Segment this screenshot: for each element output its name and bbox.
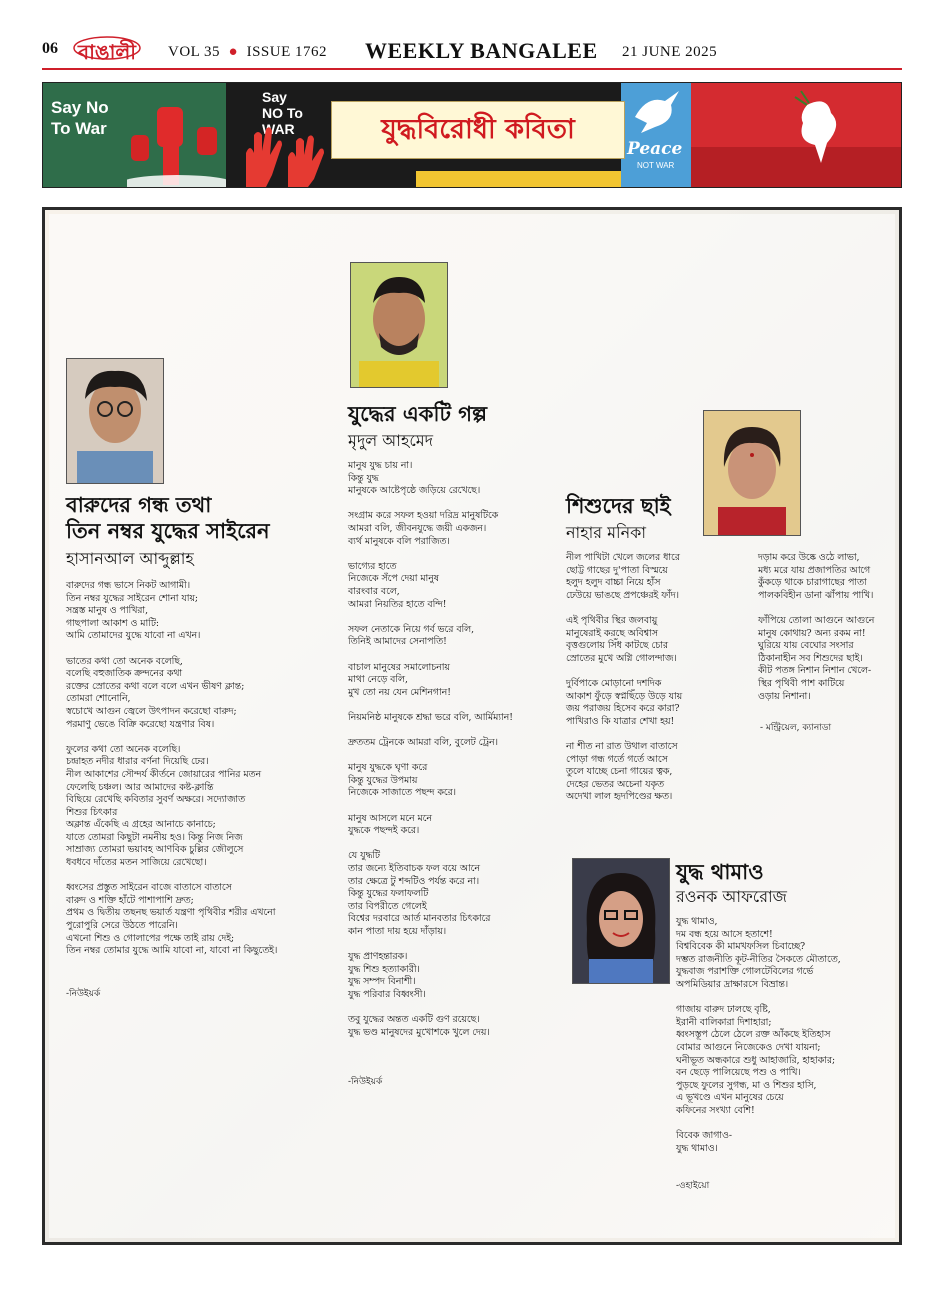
poem-author-1: হাসানআল আব্দুল্লাহ [66,549,194,568]
red-hands-icon [236,123,326,187]
newspaper-logo [70,34,144,68]
volume: VOL 35 [168,44,221,60]
issue: ISSUE 1762 [246,44,328,60]
banner-say-no-text: Say No To War [51,98,109,138]
dove-icon [631,87,683,137]
newspaper-title: WEEKLY BANGALEE [365,38,598,63]
poem-author-2: মৃদুল আহমেদ [348,431,434,450]
poem-sign-3: - মন্ট্রিয়েল, ক্যানাডা [760,723,832,733]
poet-photo-nahar [703,410,801,536]
not-war-text: NOT WAR [637,161,675,170]
poem-body-4: যুদ্ধ থামাও, দম বন্ধ হয়ে আসে হতাশে! বিশ্ববিবেক কী মামখফসিল চিবাচ্ছে? দম্ভত রাজনীতি কূট-নীতির সৈকতে মৌতাতে, যুদ্ধবাজ পরাশক্তি গোলটেবিলের গর্ভে অপমিডিয়ার দ্রাক্ষারসে বিভ্রান্ত। গাজায় বারুদ ঢালছে বৃষ্টি, ইরানী বালিকারা দিশাহারা; ধ্বংসস্তূপ ঠেলে ঠেলে রক্ত আঁকছে ইতিহাস বোমার আগুনে নিজেকেও দেখা যায়না; ঘনীভূত অন্ধকারে শুধু আহাজারি, হাহাকার; বন ছেড়ে পালিয়েছে পশু ও পাখি। পুড়ছে ফুলের সুগন্ধ, মা ও শিশুর হাসি, এ ভূখণ্ডে এখন মানুষের চেয়ে কফিনের সংখ্যা বেশি! বিবেক জাগাও- যুদ্ধ থামাও। [676,916,841,1154]
poet-photo-hasanal [66,358,164,484]
poem-title-3: শিশুদের ছাই [566,493,671,518]
poem-title-4: যুদ্ধ থামাও [676,859,764,884]
poem-title-1: বারুদের গন্ধ তথা তিন নম্বর যুদ্ধের সাইরেন [66,492,270,543]
issue-date: 21 JUNE 2025 [622,44,718,60]
poet-photo-mridul [350,262,448,388]
say-no-to-war-text: Say NO To WAR [262,89,303,137]
white-dove-icon [787,85,847,165]
raised-fists-icon [127,87,227,187]
section-banner [42,82,902,188]
header-rule [42,68,902,70]
poem-body-3-col2: দড়াম করে উষ্কে ওঠে লাভা, মধ্য মরে যায় প্রজাপতির আগে কুঁকড়ে থাকে চারাগাছের পাতা পালকবিহীন ডানা ঝাঁপায় পাখি। ফাঁপিয়ে তোলা আগুনে আগুনে মানুষ কোথায়? অন্য রকম না! ঘুরিয়ে যায় বেঘোর সংসার ঠিকানাহীন সব শিশুদের ছাই। কীট পতঙ্গ নিশান নিশান খেলে- স্থির পৃথিবী পাশ কাটিয়ে ওড়ায় নিশানা। [758,552,875,702]
poem-body-2: মানুষ যুদ্ধ চায় না। কিন্তু যুদ্ধ মানুষকে আষ্টেপৃষ্ঠে জড়িয়ে রেখেছে। সংগ্রাম করে সফল হওয়া দরিদ্র মানুষটিকে আমরা বলি, জীবনযুদ্ধে জয়ী একজন। ব্যর্থ মানুষকে বলি পরাজিত। ভাগ্যের হাতে নিজেকে সঁপে দেয়া মানুষ বারংবার বলে, আমরা নিয়তির হাতে বন্দি! সফল নেতাকে নিয়ে গর্ব ভরে বলি, তিনিই আমাদের সেনাপতি! বাচাল মানুষের সমালোচনায় মাথা নেড়ে বলি, মুখ তো নয় যেন মেশিনগান! নিয়মনিষ্ঠ মানুষকে শ্রদ্ধা ভরে বলি, আর্মিম্যান! দ্রুততম ট্রেনকে আমরা বলি, বুলেট ট্রেন। মানুষ যুদ্ধকে ঘৃণা করে কিন্তু যুদ্ধের উপমায় নিজেকে সাজাতে পছন্দ করে। মানুষ আসলে মনে মনে যুদ্ধকে পছন্দই করে। যে যুদ্ধটি তার জন্যে ইতিবাচক ফল বয়ে আনে তার ক্ষেত্রে টু শব্দটিও পর্যন্ত করে না। কিন্তু যুদ্ধের ফলাফলটি তার বিপরীতে গেলেই বিশ্বের দরবারে আর্ত মানবতার চিৎকারে কান পাতা দায় হয়ে দাঁড়ায়। যুদ্ধ প্রাণহন্তারক। যুদ্ধ শিশু হত্যাকারী। যুদ্ধ সম্পদ বিনাশী। যুদ্ধ পরিবার বিধ্বংসী। তবু যুদ্ধের অন্তত একটি গুণ রয়েছে। যুদ্ধ ভণ্ড মানুষদের মুখোশকে খুলে দেয়। [348,460,513,1038]
page-number: 06 [42,40,58,57]
poet-photo-raunak [572,858,670,984]
banner-say-no-panel [43,83,226,187]
issue-info [168,44,327,61]
peace-text: Peace [627,139,683,159]
poem-body-1: বারুদের গন্ধ ভাসে নিকট আগামী। তিন নম্বর যুদ্ধের সাইরেন শোনা যায়; সন্ত্রস্ত মানুষ ও পাখিরা, গাছপালা আকাশ ও মাটি: আমি তোমাদের যুদ্ধে যাবো না এখন। ভাতের কথা তো অনেক বলেছি, বলেছি বহুজাতিক ক্রন্দনের কথা রক্তের স্রোতের কথা বলে বলে এখন ভীষণ ক্লান্ত; তোমরা শোনোনি, স্বচোখে আগুন জ্বেলে উৎপাদন করেছো বারুদ; পরমাণু ভেঙে বিক্রি করেছো যন্ত্রণার বিষ। ফুলের কথা তো অনেক বলেছি। চন্দ্রাহত নদীর ধারার বর্ণনা দিয়েছি ঢের। নীল আকাশের সৌন্দর্য কীর্তনে জোয়ারের পানির মতন ফেলেছি চঞ্চল। আর আমাদের কষ্ট-ক্লান্তি বিছিয়ে রেখেছি কবিতার সুবর্ণ অক্ষরে। সদ্যোজাত শিশুর চিৎকার অক্লান্ত এঁকেছি এ গ্রহের আনাচে কানাচে; যাতে তোমরা কিছুটা নমনীয় হও। কিন্তু নিজ নিজ সাম্রাজ্য তোমরা ভয়াবহ আণবিক চুল্লির জৌলুসে ধবধবে দাঁতের মতন সাজিয়ে রেখেছো। ধ্বংসের প্রস্তুত সাইরেন বাজে বাতাসে বাতাসে বারুদ ও শক্তি হাঁটে পাশাপাশি দ্রুত; প্রথম ও দ্বিতীয় তছনছ ভয়ার্ত যন্ত্রণা পৃথিবীর শরীর এখনো পুরোপুরি সেরে উঠতে পারেনি। এখনো শিশু ও গোলাপের পক্ষে তাই রায় দেই; তিন নম্বর তোমার যুদ্ধে আমি যাবো না, যাবো না কিছুতেই। [66,580,278,957]
masthead [42,38,902,72]
poem-author-4: রওনক আফরোজ [676,887,787,906]
poem-title-2: যুদ্ধের একটি গল্প [348,401,487,426]
poem-sign-4: -ওহাইয়ো [676,1181,710,1191]
logo-text: বাঙালী [77,40,137,64]
poem-sign-2: -নিউইয়র্ক [348,1077,383,1087]
bullet-icon: ● [228,44,239,60]
banner-dove-panel [691,83,902,187]
poem-author-3: নাহার মনিকা [566,523,646,542]
banner-title: যুদ্ধবিরোধী কবিতা [331,101,625,159]
banner-peace-panel [621,83,691,187]
poem-sign-1: -নিউইয়র্ক [66,989,101,999]
poem-body-3-col1: নীল পাখিটা খেলে জলের ধারে ছোট্ট গাছের দু'পাতা বিস্ময়ে হলুদ হলুদ বাচ্চা নিয়ে হাঁস ঢেউয়ে ভাঙছে প্রপঞ্চেরই ফাঁদ। এই পৃথিবীর স্থির জলবায়ু মানুষেরাই করছে অবিশ্বাস বৃত্তগুলোয় সিঁধ কাটছে চোর স্রোতের মুখে অগ্নি গোলন্দাজ। দুর্বিপাকে মোড়ানো দশদিক আকাশ ফুঁড়ে স্বপ্নছিঁড়ে উড়ে যায় জয় পরাজয় হিসেব করে কারা? পাখিরাও কি যাত্রার শেখা হয়! না শীত না রাত উথাল বাতাসে পোড়া গন্ধ গর্তে গর্তে আসে তুলে যাচ্ছে চেনা গায়ের ত্বক, দেহের ভেতর অচেনা যকৃত অদেখা লাল হৃদপিণ্ডের ক্ষত। [566,552,683,803]
